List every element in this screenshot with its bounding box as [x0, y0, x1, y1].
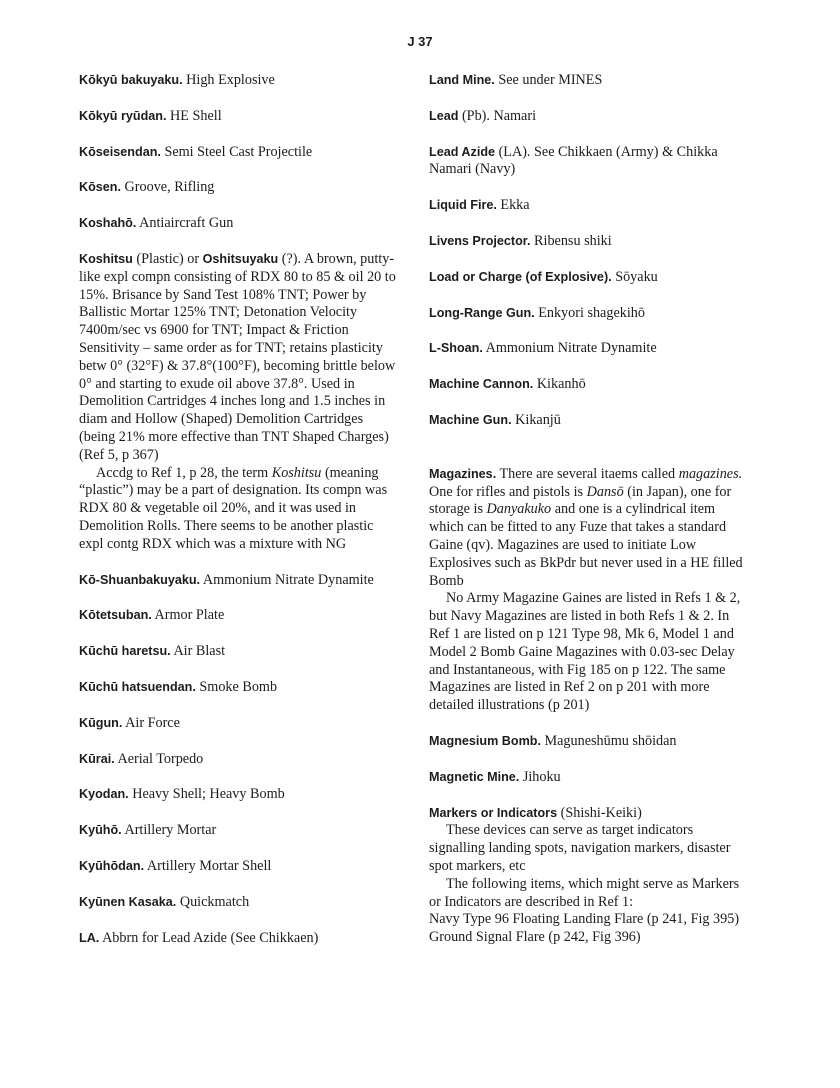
markers-paragraph-1: These devices can serve as target indicators signalling landing spots, navigation markers, disaster spot markers, etc: [429, 822, 731, 874]
entry-kyuhodan: [79, 858, 397, 876]
entry-definition: Ammonium Nitrate Dynamite: [202, 571, 374, 588]
markers-subtitle: (Shishi-Keiki): [560, 804, 642, 821]
magazines-italic-2: Dansō: [586, 483, 624, 500]
entry-term: Liquid Fire.: [429, 198, 497, 213]
entry-term: Kūchū hatsuendan.: [79, 679, 196, 694]
markers-item-1: Navy Type 96 Floating Landing Flare (p 241, Fig 395): [429, 911, 740, 928]
entry-term: Kūrai.: [79, 751, 115, 766]
entry-term: Kyodan.: [79, 787, 129, 802]
entry-machine-gun: [429, 412, 751, 430]
entry-term: Magnesium Bomb.: [429, 733, 541, 748]
entry-term: Kōsen.: [79, 180, 121, 195]
entry-magnetic-mine: [429, 769, 751, 787]
entry-term: Kōkyū bakuyaku.: [79, 73, 183, 87]
entry-kyuho: [79, 822, 397, 840]
entry-magnesium-bomb: [429, 733, 751, 751]
entry-term: Machine Cannon.: [429, 377, 534, 392]
entry-definition: Kikanhō: [536, 376, 586, 393]
entry-definition: Artillery Mortar: [124, 822, 217, 839]
entry-term: Magnetic Mine.: [429, 769, 520, 784]
entry-term: Kōkyū ryūdan.: [79, 108, 167, 123]
entry-definition: Aerial Torpedo: [117, 750, 204, 767]
entry-liquid-fire: [429, 197, 751, 215]
entry-definition: (LA). See Chikkaen (Army) & Chikka Namari (Navy): [429, 143, 718, 178]
entry-kokyu-ryudan: [79, 108, 397, 126]
entry-definition: Armor Plate: [154, 607, 225, 624]
entry-lead-azide: [429, 144, 751, 180]
entry-term: Koshitsu: [79, 251, 133, 266]
entry-definition: Enkyori shagekihō: [538, 304, 645, 321]
entry-definition: Semi Steel Cast Projectile: [164, 143, 313, 160]
entry-koshaho: [79, 215, 397, 233]
entry-term: Kyūhōdan.: [79, 858, 145, 873]
entry-land-mine: [429, 72, 751, 90]
markers-heading: [429, 805, 751, 823]
entry-definition: Groove, Rifling: [124, 179, 215, 196]
entry-term: Long-Range Gun.: [429, 305, 535, 320]
entry-term: Kyūnen Kasaka.: [79, 894, 177, 909]
entry-definition: Jihoku: [522, 768, 561, 785]
entry-definition: Abbrn for Lead Azide (See Chikkaen): [102, 929, 319, 946]
entry-definition: Kikanjū: [515, 411, 561, 428]
entry-magazines: [429, 466, 751, 715]
entry-term: Kōseisendan.: [79, 144, 161, 159]
page-number: J 37: [407, 34, 433, 49]
koshitsu-connector: (Plastic) or: [136, 250, 200, 267]
koshitsu-p2-text: Accdg to Ref 1, p 28, the term: [96, 464, 269, 481]
entry-term: Markers or Indicators: [429, 805, 558, 820]
entry-definition: Maguneshūmu shōidan: [544, 732, 677, 749]
entry-l-shoan: [429, 340, 751, 358]
entry-definition: Air Blast: [173, 643, 226, 660]
entry-definition: Ammonium Nitrate Dynamite: [485, 340, 657, 357]
entry-definition: (Pb). Namari: [461, 107, 537, 124]
entry-term: Load or Charge (of Explosive).: [429, 269, 612, 284]
entry-definition: Sōyaku: [615, 268, 658, 285]
koshitsu-paragraph-1: [79, 251, 397, 465]
entry-definition: Air Force: [125, 714, 180, 731]
magazines-text-b: One for rifles and pistols is: [429, 483, 584, 500]
magazines-paragraph-1: [429, 466, 751, 591]
entry-kokyu-bakuyaku: [79, 72, 397, 90]
entry-term: Kō-Shuanbakuyaku.: [79, 572, 201, 587]
entry-koshitsu: [79, 251, 397, 554]
entry-markers-or-indicators: [429, 805, 751, 947]
magazines-text-a: There are several itaems called: [499, 465, 676, 482]
entry-term: Lead Azide: [429, 144, 496, 159]
entry-long-range-gun: [429, 305, 751, 323]
entry-kurai: [79, 751, 397, 769]
entry-lead: [429, 108, 751, 126]
entry-ko-shuanbakuyaku: [79, 572, 397, 590]
entry-term: L-Shoan.: [429, 341, 483, 356]
entry-livens-projector: [429, 233, 751, 251]
entry-term-alt: Oshitsuyaku: [202, 251, 279, 266]
entry-kosen: [79, 179, 397, 197]
koshitsu-italic-term: Koshitsu: [271, 464, 322, 481]
entry-load-or-charge: [429, 269, 751, 287]
entry-la: [79, 930, 397, 948]
entry-definition: High Explosive: [186, 72, 275, 88]
entry-kyodan: [79, 786, 397, 804]
entry-definition: Heavy Shell; Heavy Bomb: [132, 786, 285, 803]
entry-definition: See under MINES: [498, 72, 603, 88]
entry-term: Koshahō.: [79, 216, 137, 231]
entry-term: Kyūhō.: [79, 823, 122, 838]
entry-term: Machine Gun.: [429, 412, 512, 427]
entry-term: Kūgun.: [79, 715, 123, 730]
entry-kuchu-hatsuendan: [79, 679, 397, 697]
magazines-paragraph-2: No Army Magazine Gaines are listed in Refs 1 & 2, but Navy Magazines are listed in both Refs 1 & 2. In Ref 1 are listed on p 121 Type 98, Mk 6, Model 1 and Model 2 Bomb Gaine Magazines with 0.03-sec Delay and Instantaneous, with Fig 185 on p 122. The same Magazines are listed in Ref 2 on p 201 with more detailed illustrations (p 201): [429, 590, 741, 714]
magazines-text-c: (in Japan), one for storage is: [429, 483, 732, 518]
entry-term: Kūchū haretsu.: [79, 644, 171, 659]
entry-definition: Smoke Bomb: [199, 678, 278, 695]
entry-definition: Antiaircraft Gun: [139, 215, 234, 232]
right-column: [429, 72, 751, 965]
koshitsu-paragraph-2: [79, 465, 397, 554]
entry-term: Land Mine.: [429, 73, 495, 87]
koshitsu-body: (?). A brown, putty-like expl compn consisting of RDX 80 to 85 & oil 20 to 15%. Brisance by Sand Test 108% TNT; Power by Ballistic Mortar 125% TNT; Detonation Velocity 7400m/sec vs 6900 for TNT; Impact & Friction Sensitivity – same order as for TNT; retains plasticity betw 0° (32°F) & 37.8°(100°F), becoming brittle below 0° and starting to exude oil above 37.8°. Used in Demolition Cartridges 4 inches long and 1.5 inches in diam and Hollow (Shaped) Demolition Cartridges (being 21% more effective than TNT Shaped Charges) (Ref 5, p 367): [79, 250, 396, 463]
markers-item-2: Ground Signal Flare (p 242, Fig 396): [429, 929, 641, 946]
entry-koseisendan: [79, 144, 397, 162]
entry-definition: HE Shell: [170, 107, 222, 124]
entry-term: Lead: [429, 108, 459, 123]
entry-definition: Ribensu shiki: [534, 232, 612, 249]
entry-definition: Ekka: [500, 197, 530, 214]
entry-kugun: [79, 715, 397, 733]
left-column: [79, 72, 397, 965]
entry-kotetsuban: [79, 607, 397, 625]
entry-machine-cannon: [429, 376, 751, 394]
entry-term: LA.: [79, 930, 100, 945]
entry-term: Livens Projector.: [429, 233, 531, 248]
magazines-italic-1: magazines.: [678, 465, 743, 482]
entry-kyunen-kasaka: [79, 894, 397, 912]
entry-term: Magazines.: [429, 466, 497, 481]
entry-term: Kōtetsuban.: [79, 608, 152, 623]
markers-paragraph-2: The following items, which might serve as Markers or Indicators are described in Ref 1:: [429, 875, 740, 910]
koshitsu-p2-text-rest: (meaning “plastic”) may be a part of designation. Its compn was RDX 80 & vegetable oil 20%, and it was used in Demolition Rolls. There seems to be another plastic expl contg RDX which was a mixture with NG: [79, 464, 388, 552]
entry-definition: Quickmatch: [179, 893, 250, 910]
entry-definition: Artillery Mortar Shell: [146, 857, 272, 874]
magazines-text-d: and one is a cylindrical item which can be fitted to any Fuze that takes a standard Gaine (qv). Magazines are used to initiate Low Explosives such as BkPdr but never used in a HE filled Bomb: [429, 501, 743, 589]
entry-kuchu-haretsu: [79, 643, 397, 661]
magazines-italic-3: Danyakuko: [486, 501, 552, 518]
